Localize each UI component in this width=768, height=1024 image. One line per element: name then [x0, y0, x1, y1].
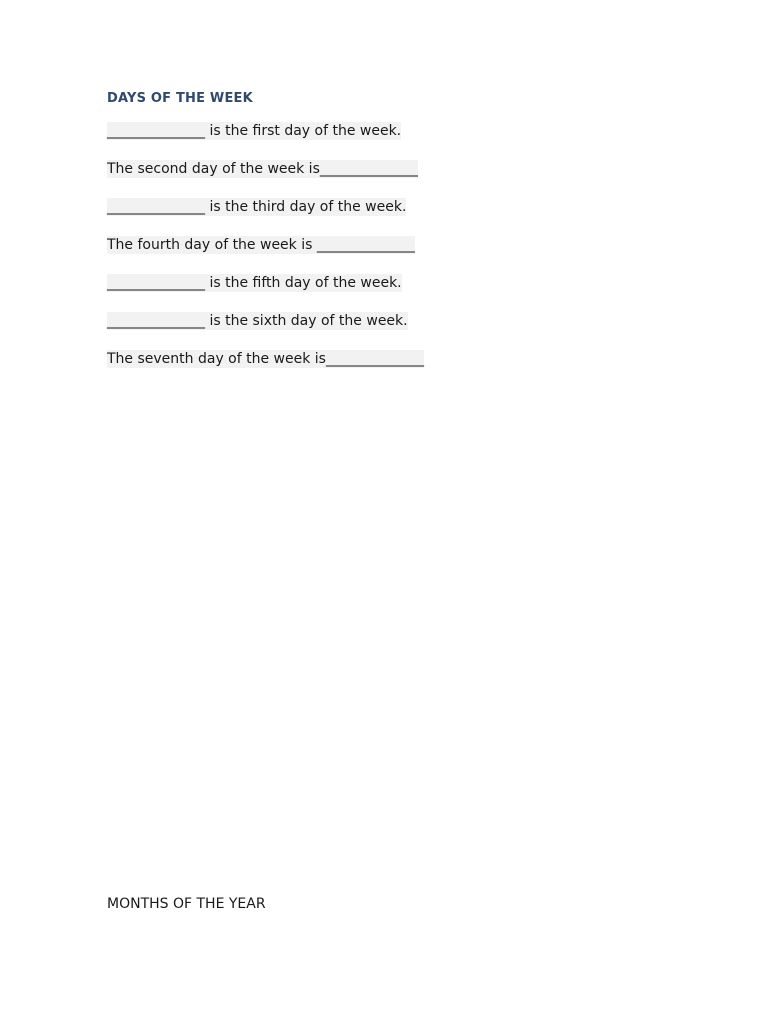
sentence-second-day — [107, 160, 418, 178]
answer-blank[interactable]: ______________ — [107, 275, 205, 291]
sentence-seventh-day — [107, 350, 424, 368]
answer-blank[interactable]: ______________ — [107, 123, 205, 139]
sentence-text: is the first day of the week. — [205, 123, 402, 139]
answer-blank[interactable]: ______________ — [316, 237, 415, 253]
sentence-text: The fourth day of the week is — [107, 237, 317, 253]
months-heading: MONTHS OF THE YEAR — [107, 896, 266, 912]
sentence-fourth-day — [107, 236, 415, 254]
sentence-text: is the fifth day of the week. — [205, 275, 402, 291]
answer-blank[interactable]: ______________ — [325, 351, 424, 367]
sentence-fifth-day — [107, 274, 402, 292]
sentence-text: The seventh day of the week is — [107, 351, 326, 367]
sentence-text: is the third day of the week. — [205, 199, 407, 215]
sentence-sixth-day — [107, 312, 408, 330]
answer-blank[interactable]: ______________ — [107, 313, 205, 329]
sentence-first-day — [107, 122, 401, 140]
sentence-text: is the sixth day of the week. — [205, 313, 408, 329]
sentence-text: The second day of the week is — [107, 161, 320, 177]
answer-blank[interactable]: ______________ — [107, 199, 205, 215]
answer-blank[interactable]: ______________ — [319, 161, 418, 177]
sentence-third-day — [107, 198, 406, 216]
days-heading: DAYS OF THE WEEK — [107, 91, 253, 106]
